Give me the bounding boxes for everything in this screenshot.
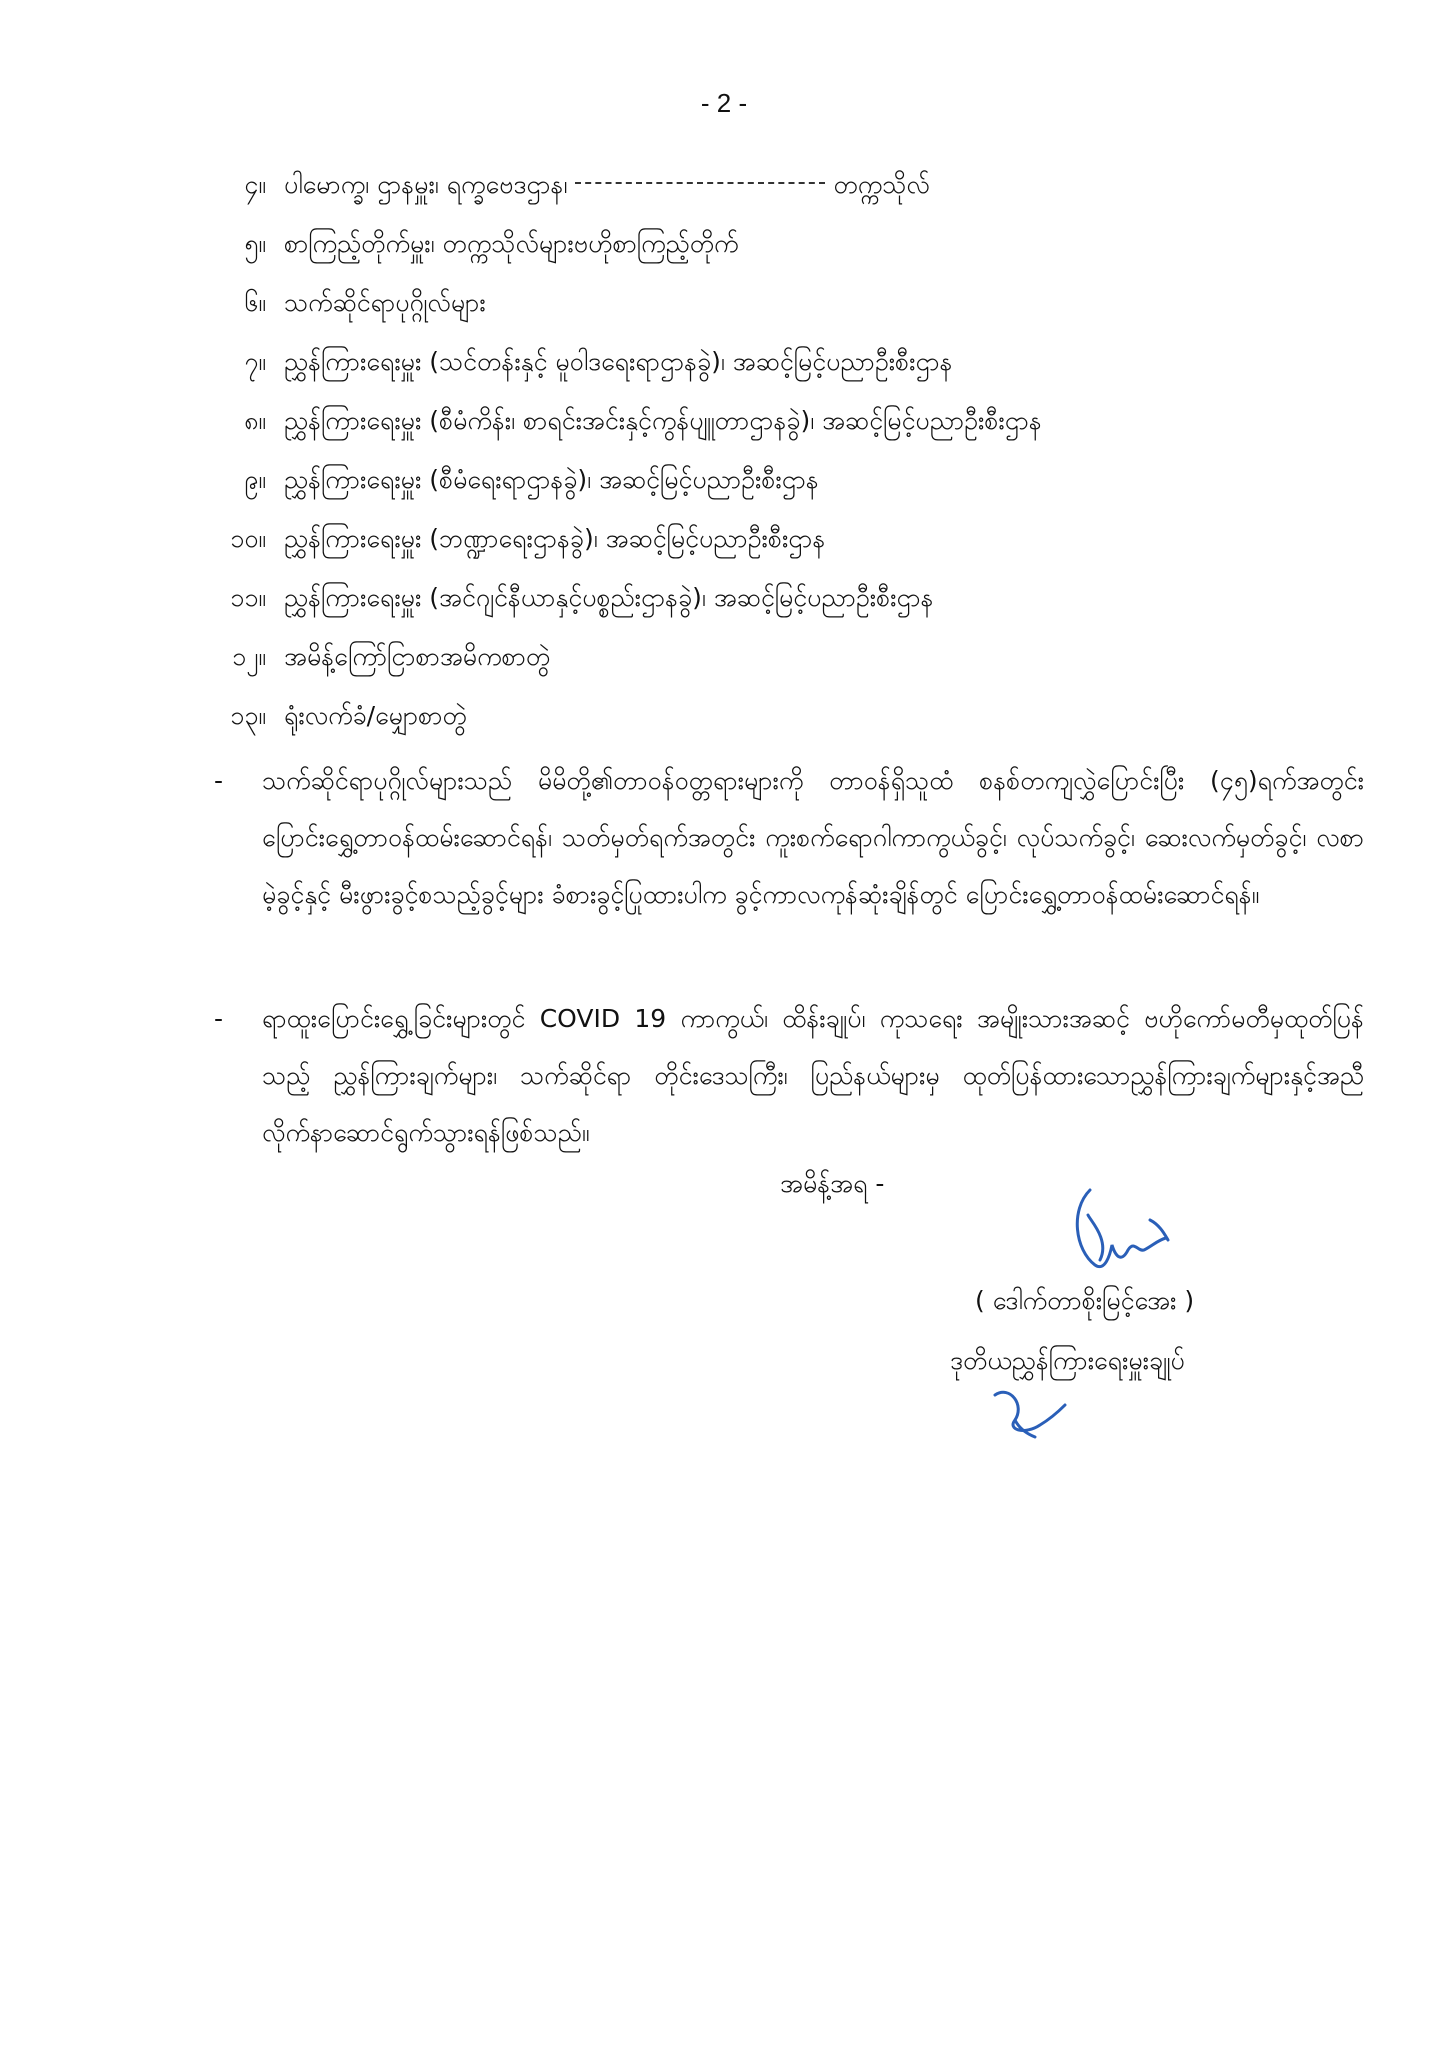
list-item-number: ၈။ bbox=[244, 406, 266, 435]
list-item-number: ၇။ bbox=[244, 347, 266, 376]
list-item-text: အမိန့်ကြော်ငြာစာအမိကစာတွဲ bbox=[284, 642, 551, 671]
distribution-list bbox=[180, 158, 1360, 748]
list-item-number: ၁၁။ bbox=[230, 583, 266, 612]
list-item-number: ၆။ bbox=[244, 288, 266, 317]
list-item-number: ၁၃။ bbox=[230, 701, 266, 730]
paragraph-dash: - bbox=[214, 1004, 224, 1033]
list-item-text: ညွှန်ကြားရေးမှူး (သင်တန်းနှင့် မူဝါဒရေးရာဌာနခွဲ)၊ အဆင့်မြင့်ပညာဦးစီးဌာန bbox=[284, 347, 953, 376]
list-item bbox=[180, 512, 1360, 571]
list-item bbox=[180, 630, 1360, 689]
by-order-line: အမိန့်အရ - bbox=[780, 1169, 885, 1198]
signatory-title: ဒုတိယညွှန်ကြားရေးမှူးချုပ် bbox=[950, 1346, 1185, 1375]
list-item-text: ညွှန်ကြားရေးမှူး (ဘဏ္ဍာရေးဌာနခွဲ)၊ အဆင့်မြင့်ပညာဦးစီးဌာန bbox=[284, 524, 826, 553]
list-item bbox=[180, 571, 1360, 630]
list-item-text: ရုံးလက်ခံ/မျှောစာတွဲ bbox=[284, 701, 467, 730]
instruction-paragraph bbox=[214, 752, 1364, 923]
list-item bbox=[180, 335, 1360, 394]
list-item-text: ပါမောက္ခ၊ ဌာနမှူး၊ ရက္ခဗေဒဌာန၊ တက္ကသိုလ် bbox=[284, 170, 930, 199]
list-item-text: ညွှန်ကြားရေးမှူး (စီမံကိန်း၊ စာရင်းအင်းနှင့်ကွန်ပျူတာဌာနခွဲ)၊ အဆင့်မြင့်ပညာဦးစီးဌာန bbox=[284, 406, 1042, 435]
list-item-text: ညွှန်ကြားရေးမှူး (အင်ဂျင်နီယာနှင့်ပစ္စည်းဌာနခွဲ)၊ အဆင့်မြင့်ပညာဦးစီးဌာန bbox=[284, 583, 934, 612]
list-item-text: သက်ဆိုင်ရာပုဂ္ဂိုလ်များ bbox=[284, 288, 486, 317]
instruction-paragraph bbox=[214, 990, 1364, 1161]
list-item-text: ညွှန်ကြားရေးမှူး (စီမံရေးရာဌာနခွဲ)၊ အဆင့်မြင့်ပညာဦးစီးဌာန bbox=[284, 465, 819, 494]
list-item-number: ၁၀။ bbox=[230, 524, 266, 553]
list-item-number: ၁၂။ bbox=[232, 642, 266, 671]
list-item bbox=[180, 217, 1360, 276]
paragraph-text: သက်ဆိုင်ရာပုဂ္ဂိုလ်များသည် မိမိတို့၏တာဝန်ဝတ္တရားများကို တာဝန်ရှိသူထံ စနစ်တကျလွှဲပြောင်းပြီး (၄၅)ရက်အတွင်း ပြောင်းရွှေ့တာဝန်ထမ်းဆောင်ရန်၊ သတ်မှတ်ရက်အတွင်း ကူးစက်ရောဂါကာကွယ်ခွင့်၊ လုပ်သက်ခွင့်၊ ဆေးလက်မှတ်ခွင့်၊ လစာမဲ့ခွင့်နှင့် မီးဖွားခွင့်စသည့်ခွင့်များ ခံစားခွင့်ပြုထားပါက ခွင့်ကာလကုန်ဆုံးချိန်တွင် ပြောင်းရွှေ့တာဝန်ထမ်းဆောင်ရန်။ bbox=[262, 766, 1364, 909]
page-number: - 2 - bbox=[700, 88, 748, 118]
handwritten-signature bbox=[1050, 1180, 1210, 1295]
paragraph-text: ရာထူးပြောင်းရွှေ့ခြင်းများတွင် COVID 19 ကာကွယ်၊ ထိန်းချုပ်၊ ကုသရေး အမျိုးသားအဆင့် ဗဟိုကော်မတီမှထုတ်ပြန်သည့် ညွှန်ကြားချက်များ၊ သက်ဆိုင်ရာ တိုင်းဒေသကြီး၊ ပြည်နယ်များမှ ထုတ်ပြန်ထားသောညွှန်ကြားချက်များနှင့်အညီ လိုက်နာဆောင်ရွက်သွားရန်ဖြစ်သည်။ bbox=[262, 1004, 1364, 1147]
list-item bbox=[180, 394, 1360, 453]
paragraph-dash: - bbox=[214, 766, 224, 795]
list-item-number: ၄။ bbox=[244, 170, 266, 199]
list-item-text: စာကြည့်တိုက်မှူး၊ တက္ကသိုလ်များဗဟိုစာကြည့်တိုက် bbox=[284, 229, 739, 258]
signatory-name: ( ဒေါက်တာစိုးမြင့်အေး ) bbox=[975, 1286, 1195, 1315]
list-item bbox=[180, 453, 1360, 512]
list-item-number: ၉။ bbox=[244, 465, 266, 494]
blank-fill-line bbox=[575, 182, 825, 184]
handwritten-initial bbox=[985, 1375, 1075, 1445]
list-item bbox=[180, 276, 1360, 335]
list-item-number: ၅။ bbox=[244, 229, 266, 258]
list-item bbox=[180, 689, 1360, 748]
list-item bbox=[180, 158, 1360, 217]
